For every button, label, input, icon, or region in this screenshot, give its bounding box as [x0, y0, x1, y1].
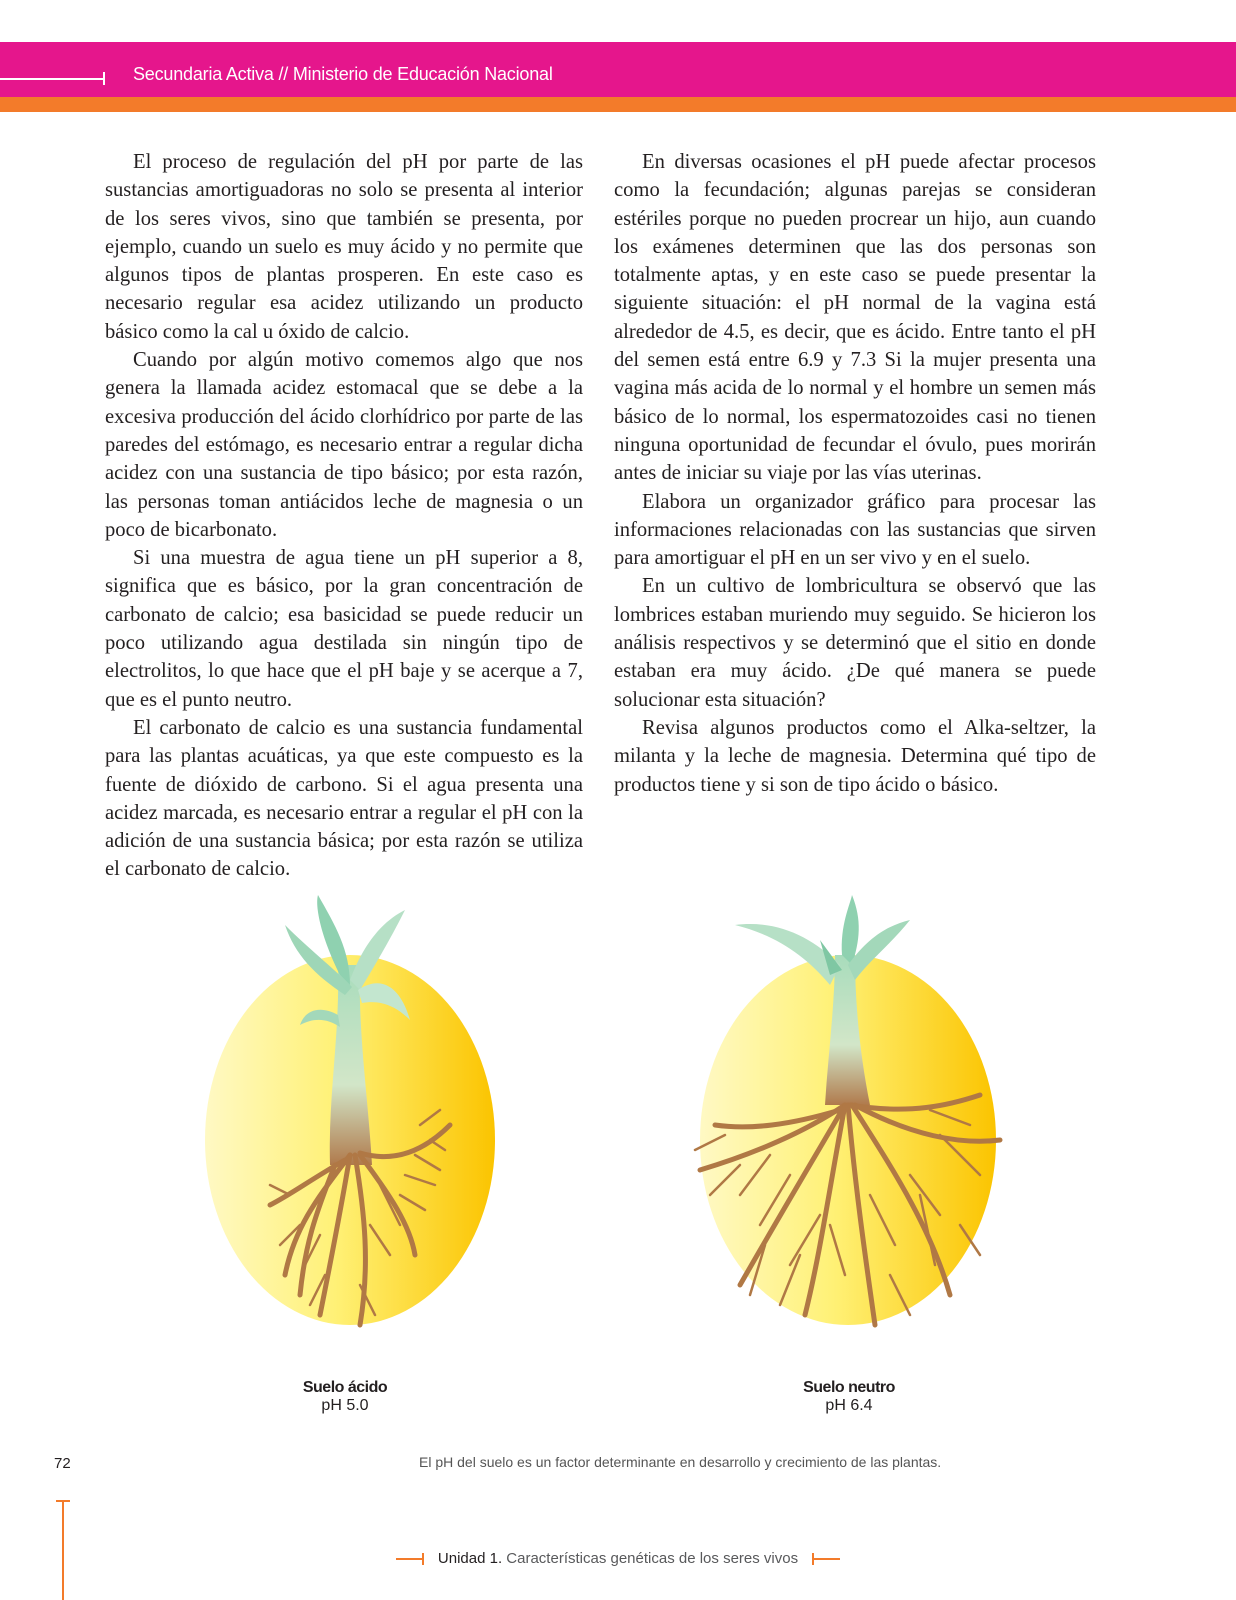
- paragraph: El proceso de regulación del pH por parte de las sustancias amortiguadoras no solo se presenta al interior de los seres vivos, sino que también se presenta, por ejemplo, cuando un suelo es muy ácido y no permite que algunos tipos de plantas prosperen. En este caso es necesario regular esa acidez utilizando un producto básico como la cal u óxido de calcio.: [105, 151, 583, 343]
- paragraph: Revisa algunos productos como el Alka-seltzer, la milanta y la leche de magnesia. Determina qué tipo de productos tiene y si son de tipo ácido o básico.: [614, 716, 1096, 796]
- paragraph: El carbonato de calcio es una sustancia fundamental para las plantas acuáticas, ya que este compuesto es la fuente de dióxido de carbono. Si el agua presenta una acidez marcada, es necesario entrar a regular el pH con la adición de una sustancia básica; por esta razón se utiliza el carbonato de calcio.: [105, 716, 583, 881]
- page-number: 72: [54, 1455, 71, 1472]
- figure-caption: El pH del suelo es un factor determinante en desarrollo y crecimiento de las plantas.: [419, 1454, 942, 1470]
- header-title: Secundaria Activa // Ministerio de Educación Nacional: [133, 64, 553, 84]
- figure-ph-acid: pH 5.0: [321, 1397, 369, 1414]
- footer-unit: Unidad 1.: [437, 1550, 503, 1567]
- header-rule-tick: [103, 72, 105, 85]
- paragraph: Elabora un organizador gráfico para procesar las informaciones relacionadas con las sustancias que sirven para amortiguar el pH en un ser vivo y en el suelo.: [614, 490, 1096, 570]
- paragraph: En un cultivo de lombricultura se observó que las lombrices estaban muriendo muy seguido. Se hicieron los análisis respectivos y se determinó que el sitio en donde estaban era muy ácido. ¿De qué manera se puede solucionar esta situación?: [614, 575, 1096, 711]
- footer: [0, 1550, 1236, 1567]
- paragraph: En diversas ocasiones el pH puede afectar procesos como la fecundación; algunas parejas se consideran estériles porque no pueden procrear un hijo, aun cuando los exámenes determinen que las dos personas son totalmente aptas, y en este caso se puede presentar la siguiente situación: el pH normal de la vagina está alrededor de 4.5, es decir, que es ácido. Entre tanto el pH del semen está entre 6.9 y 7.3 Si la mujer presenta una vagina más acida de lo normal y el hombre un semen más básico de lo normal, los espermatozoides casi no tienen ninguna oportunidad de fecundar el óvulo, pues morirán antes de iniciar su viaje por las vías uterinas.: [614, 151, 1096, 485]
- figure-ph-neutral: pH 6.4: [825, 1397, 873, 1414]
- acid-soil-plant-illustration: [200, 895, 520, 1355]
- header-rule: [0, 78, 105, 80]
- paragraph: Cuando por algún motivo comemos algo que nos genera la llamada acidez estomacal que se debe a la excesiva producción del ácido clorhídrico por parte de las paredes del estómago, es necesario entrar a regular dicha acidez con una sustancia de tipo básico; por esta razón, las personas toman antiácidos leche de magnesia o un poco de bicarbonato.: [105, 349, 583, 541]
- paragraph: Si una muestra de agua tiene un pH superior a 8, significa que es básico, por la gran concentración de carbonato de calcio; esa basicidad se puede reducir un poco utilizando agua destilada sin ningún tipo de electrolitos, lo que hace que el pH baje y se acerque a 7, que es el punto neutro.: [105, 547, 583, 711]
- left-column: [105, 148, 583, 884]
- footer-title: Características genéticas de los seres vivos: [506, 1550, 799, 1567]
- neutral-soil-plant-illustration: [680, 895, 1020, 1355]
- header-accent-bar: [0, 97, 1236, 112]
- footer-rule-left: [396, 1558, 424, 1560]
- figure-title-neutral: Suelo neutro: [803, 1379, 895, 1396]
- right-column: [614, 148, 1096, 799]
- figure-title-acid: Suelo ácido: [302, 1379, 388, 1396]
- footer-rule-right: [812, 1558, 840, 1560]
